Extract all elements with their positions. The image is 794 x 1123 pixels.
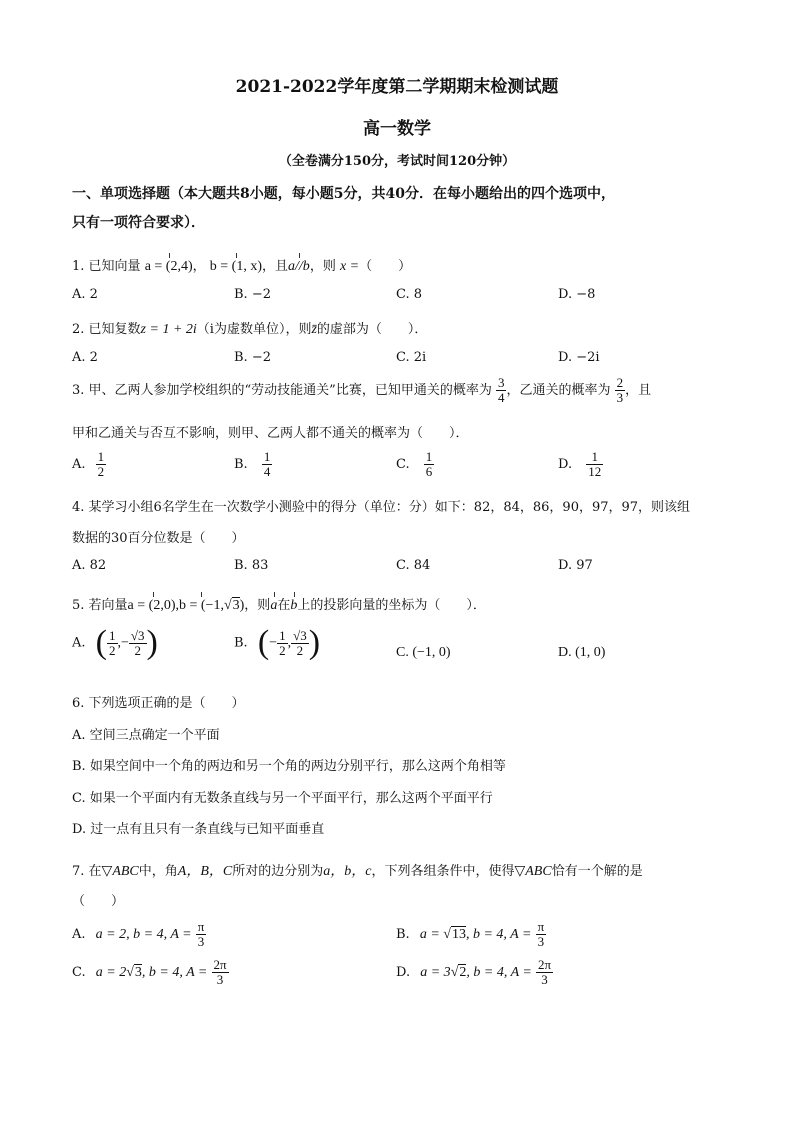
- section-heading-line2: 只有一项符合要求）．: [72, 215, 205, 231]
- question-1: [72, 255, 411, 275]
- q5-option-d: [558, 645, 605, 661]
- q7-option-d: [396, 958, 553, 987]
- q7-d: ，下列各组条件中，使得: [371, 864, 515, 879]
- q1-sep: ，: [192, 259, 206, 274]
- q7-b: 中，角: [138, 864, 178, 879]
- q3-option-a: [72, 450, 106, 479]
- q1-parallel: a//b: [288, 259, 310, 274]
- q2-prefix: 2. 已知复数: [72, 322, 141, 337]
- question-3-line1: [72, 376, 651, 405]
- q5-option-b-frac2: [291, 629, 309, 658]
- q5-option-b-d2: 2: [291, 643, 309, 658]
- q5-option-c-text: C. (−1, 0): [396, 645, 451, 660]
- q7-option-d-num: 2π: [537, 957, 552, 972]
- q3-frac1-den: 4: [497, 390, 505, 405]
- q5-sqrt3: 3: [232, 598, 240, 613]
- q7-option-d-den: 3: [536, 972, 553, 987]
- q7-option-a-frac: [196, 920, 207, 949]
- q4-option-c: C. 84: [396, 558, 431, 573]
- q7-option-d-sqrt: 2: [459, 965, 467, 980]
- q3-option-d: [558, 450, 603, 479]
- q5-mid: ，则: [244, 598, 271, 613]
- q7-option-c-expr2: , b = 4, A =: [141, 965, 208, 980]
- q7-option-a-expr: a = 2, b = 4, A =: [95, 927, 192, 942]
- q5-sqrt-wrap: √3: [223, 598, 240, 613]
- q5-option-d-text: D. (1, 0): [558, 645, 606, 660]
- q7-option-b-expr2: , b = 4, A =: [465, 927, 532, 942]
- exam-title: 2021-2022学年度第二学期期末检测试题: [235, 77, 559, 97]
- q7-option-b-sqrt: 13: [451, 927, 466, 942]
- question-4-line1: 4. 某学习小组6名学生在一次数学小测验中的得分（单位：分）如下：82，84，86，90，97，97，则该组: [72, 500, 691, 515]
- q7-option-d-sqrt-wrap: √2: [450, 965, 467, 980]
- q7-option-c: [72, 958, 229, 987]
- q7-option-c-frac: [212, 958, 229, 987]
- q7-option-c-label: C.: [72, 965, 86, 980]
- question-4-line2: 数据的30百分位数是（ ）: [72, 531, 245, 546]
- q5-option-a-label: A.: [72, 635, 86, 651]
- q3-frac2-num: 2: [616, 375, 624, 390]
- q5-option-c: [396, 645, 451, 661]
- q5-option-a-comma: ,−: [117, 635, 129, 651]
- q3-option-d-num: 1: [591, 449, 598, 464]
- q1-mid: ，且: [262, 259, 289, 274]
- q5-b: b: [290, 598, 298, 613]
- q7-option-b: [396, 920, 546, 949]
- q5-option-b-label: B.: [234, 635, 248, 651]
- question-7-line1: [72, 860, 643, 880]
- q7-option-d-label: D.: [396, 965, 411, 980]
- q3-option-d-label: D.: [558, 457, 573, 472]
- q3-option-b: [234, 450, 272, 479]
- q3-option-c-label: C.: [396, 457, 410, 472]
- q3-option-d-frac: [586, 450, 603, 479]
- q3-frac-jia: [496, 376, 507, 405]
- q3-text-b: ，乙通关的概率为: [506, 383, 611, 398]
- q7-option-a-den: 3: [196, 934, 207, 949]
- q2-suffix: 的虚部为（ ）．: [316, 322, 428, 337]
- q7-option-c-num: 2π: [213, 957, 227, 972]
- q3-text-c: ，且: [625, 383, 652, 398]
- q3-option-a-den: 2: [97, 464, 105, 479]
- q7-option-d-frac: [536, 958, 553, 987]
- q5-close: ): [239, 598, 245, 613]
- q5-on: 在: [277, 598, 291, 613]
- q6-option-b: B. 如果空间中一个角的两边和另一个角的两边分别平行，那么这两个角相等: [72, 759, 506, 774]
- q1-vector-a: a = (2,4): [144, 259, 193, 274]
- q1-option-d: D. −8: [558, 287, 596, 302]
- q2-expr: z = 1 + 2i: [140, 322, 197, 337]
- question-7-line2: （ ）: [72, 894, 125, 909]
- q7-option-b-sqrt-wrap: √13: [443, 927, 466, 942]
- question-3-line2: 甲和乙通关与否互不影响，则甲、乙两人都不通关的概率为（ ）．: [72, 426, 469, 441]
- q6-option-a: A. 空间三点确定一个平面: [72, 728, 220, 743]
- q7-option-a-num: π: [197, 919, 205, 934]
- q5-option-a-d1: 2: [109, 642, 116, 658]
- q3-frac1-num: 3: [497, 375, 505, 390]
- q5-prefix: 5. 若向量: [72, 598, 128, 613]
- q7-triangle-2: ▽ABC: [514, 864, 552, 879]
- exam-note: （全卷满分150分，考试时间120分钟）: [278, 154, 516, 169]
- q2-option-b: B. −2: [234, 350, 271, 365]
- q7-option-c-expr1: a = 2: [95, 965, 127, 980]
- q1-tail: （ ）: [359, 259, 412, 274]
- q1-option-a: A. 2: [72, 287, 98, 302]
- q5-option-b-frac1: [277, 629, 288, 658]
- q3-option-b-label: B.: [234, 457, 248, 472]
- q3-option-c-den: 6: [425, 464, 433, 479]
- q2-option-d: D. −2i: [558, 350, 600, 365]
- q5-option-a-frac1: [107, 629, 118, 658]
- exam-subject: 高一数学: [363, 119, 431, 139]
- q3-option-c: [396, 450, 434, 479]
- q1-prefix: 1. 已知向量: [72, 259, 141, 274]
- q4-option-d: D. 97: [558, 558, 593, 573]
- q5-option-b-n1: 1: [279, 627, 286, 643]
- q1-option-b: B. −2: [234, 287, 271, 302]
- q7-option-b-num: π: [537, 919, 545, 934]
- q2-mid: （i为虚数单位），则: [196, 322, 312, 337]
- section-heading-line1: 一、单项选择题（本大题共8小题，每小题5分，共40分．在每小题给出的四个选项中，: [72, 186, 615, 202]
- q3-frac-yi: [615, 376, 626, 405]
- q3-option-b-num: 1: [263, 449, 271, 464]
- q3-option-a-num: 1: [97, 449, 105, 464]
- q5-option-b: B. (− $\frac{1}{2}$ , $\frac{√3}{2}$ ): [234, 624, 321, 661]
- q7-option-a-label: A.: [72, 927, 86, 942]
- q7-a: 7. 在: [72, 864, 102, 879]
- question-5: [72, 594, 486, 614]
- q3-text-a: 3. 甲、乙两人参加学校组织的“劳动技能通关”比赛，已知甲通关的概率为: [72, 383, 492, 398]
- q5-option-a-d2: 2: [129, 643, 147, 658]
- q1-vector-b: b = (1, x): [209, 259, 263, 274]
- q7-e: 恰有一个解的是: [551, 864, 643, 879]
- q7-triangle-1: ▽ABC: [101, 864, 139, 879]
- q6-option-c: C. 如果一个平面内有无数条直线与另一个平面平行，那么这两个平面平行: [72, 791, 493, 806]
- q5-option-a-n2: √3: [130, 627, 145, 643]
- q5-suffix: 上的投影向量的坐标为（ ）．: [297, 598, 486, 613]
- q4-option-a: A. 82: [72, 558, 107, 573]
- q2-zbar: z̄: [311, 322, 317, 337]
- q3-option-b-frac: [262, 450, 273, 479]
- q7-option-b-label: B.: [396, 927, 410, 942]
- q4-option-b: B. 83: [234, 558, 269, 573]
- q3-option-d-den: 12: [588, 464, 602, 479]
- q7-option-c-sqrt-wrap: √3: [126, 965, 142, 980]
- q1-option-c: C. 8: [396, 287, 423, 302]
- question-2: [72, 318, 427, 338]
- question-6: 6. 下列选项正确的是（ ）: [72, 696, 245, 711]
- q5-a: a: [270, 598, 278, 613]
- q5-vector-a: a = (2,0),: [127, 598, 179, 613]
- q6-option-d: D. 过一点有且只有一条直线与已知平面垂直: [72, 822, 325, 837]
- q5-option-a-n1: 1: [109, 627, 116, 643]
- q3-option-c-num: 1: [425, 449, 433, 464]
- q5-option-a-frac2: [129, 629, 147, 658]
- q7-option-d-expr1: a = 3: [420, 965, 451, 980]
- q7-option-a: [72, 920, 206, 949]
- q7-option-c-sqrt: 3: [134, 965, 142, 980]
- q5-vector-b: b = (−1,: [178, 598, 224, 613]
- q7-c: 所对的边分别为: [232, 864, 324, 879]
- q1-x-eq: x =: [339, 259, 360, 274]
- q7-option-b-expr1: a =: [419, 927, 444, 942]
- q2-option-c: C. 2i: [396, 350, 427, 365]
- q3-option-a-frac: [96, 450, 107, 479]
- q7-option-c-den: 3: [212, 972, 229, 987]
- q7-option-d-expr2: , b = 4, A =: [466, 965, 532, 980]
- q3-option-c-frac: [424, 450, 435, 479]
- q5-option-b-d1: 2: [279, 642, 286, 658]
- q2-option-a: A. 2: [72, 350, 98, 365]
- q7-option-b-frac: [536, 920, 547, 949]
- q3-option-b-den: 4: [263, 464, 271, 479]
- q5-option-a: A. ( $\frac{1}{2}$ ,− $\frac{√3}{2}$ ): [72, 624, 158, 661]
- q3-option-a-label: A.: [72, 457, 86, 472]
- q5-option-b-comma: ,: [287, 635, 292, 651]
- q5-option-b-minus: −: [269, 635, 278, 651]
- q3-frac2-den: 3: [616, 390, 624, 405]
- q5-option-b-n2: √3: [293, 627, 307, 643]
- q7-sides: a，b，c: [323, 864, 372, 879]
- q7-angles: A，B，C: [177, 864, 233, 879]
- q7-option-b-den: 3: [536, 934, 547, 949]
- q1-suffix: ，则: [309, 259, 336, 274]
